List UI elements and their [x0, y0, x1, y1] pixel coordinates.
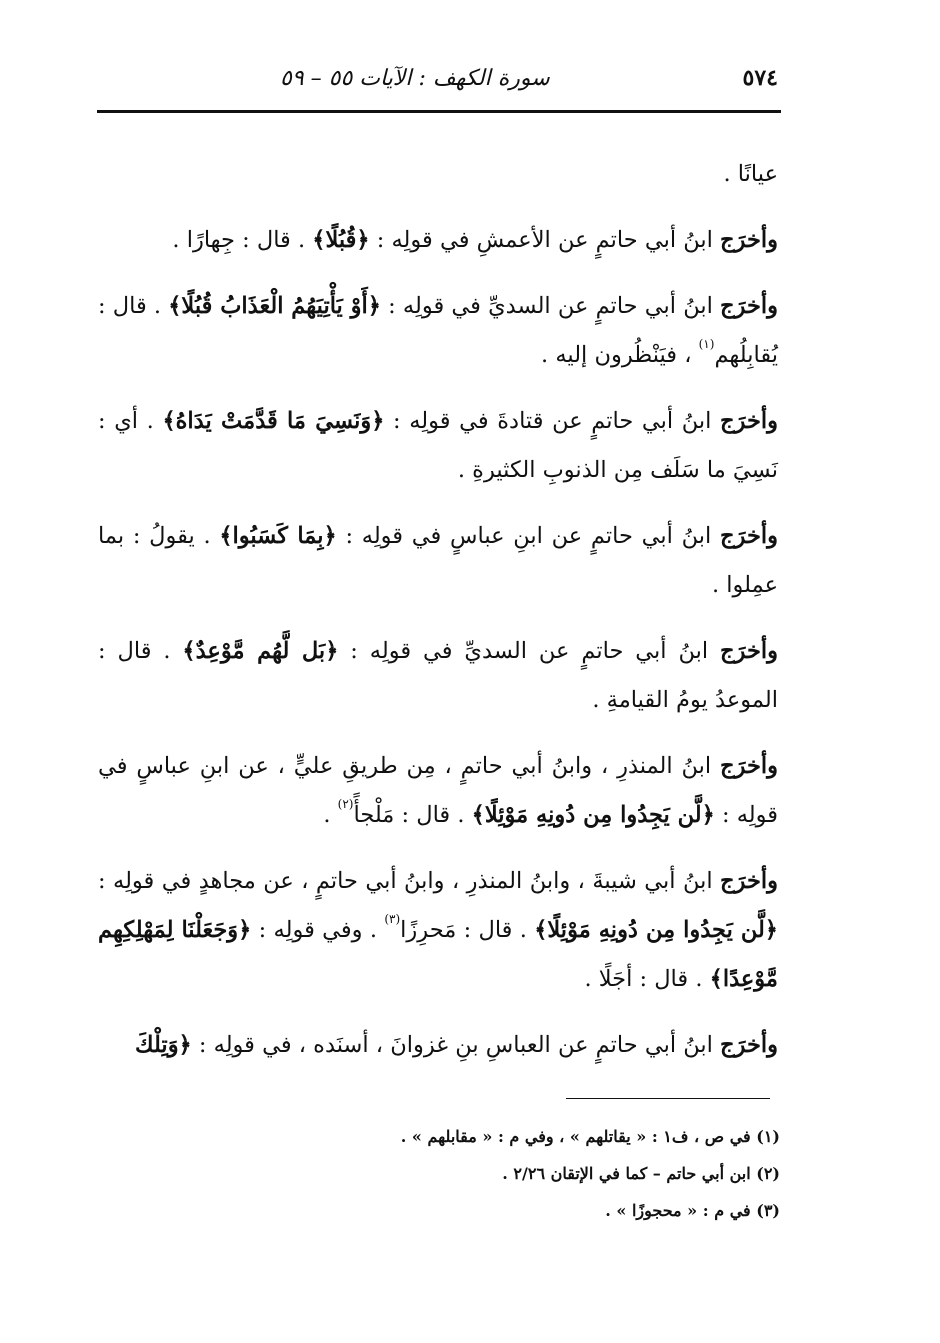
footnotes [300, 1118, 780, 1229]
footnote-rule [566, 1098, 770, 1099]
lead-word: وأخرَج [720, 523, 778, 549]
paragraph [98, 282, 778, 380]
paragraph [98, 216, 778, 265]
text-run: . قال : أجَلًا . [584, 966, 710, 992]
quran-quote: ﴿وَجَعَلْنَا لِمَهْلِكِهِم مَّوْعِدًا﴾ [98, 917, 778, 992]
text-run: . قال : مَلْجأً [353, 802, 472, 828]
text-run: . قال : يُقابِلُهم [98, 293, 778, 368]
footnote: (٢) ابن أبي حاتم – كما في الإتقان ٢/٢٦ . [502, 1164, 780, 1183]
lead-word: وأخرَج [720, 1032, 778, 1058]
text-run: . [323, 802, 338, 828]
text-run: ابنُ أبي حاتمٍ عن السديِّ في قولِه : [380, 293, 721, 319]
paragraph [98, 857, 778, 1004]
text-run: ابنُ أبي حاتمٍ عن السديِّ في قولِه : [338, 638, 721, 664]
quran-quote: ﴿بَل لَّهُم مَّوْعِدٌ﴾ [182, 638, 339, 664]
paragraph [98, 397, 778, 495]
paragraph [98, 742, 778, 840]
footnote: (١) في ص ، ف١ : « يقاتلهم » ، وفي م : « مقابلهم » . [400, 1127, 780, 1146]
text-run: ابنُ أبي حاتمٍ عن الأعمشِ في قولِه : [369, 227, 721, 253]
lead-word: وأخرَج [720, 408, 778, 434]
text-run: ابنُ أبي حاتمٍ عن العباسِ بنِ غزوانَ ، أسنَده ، في قولِه : [191, 1032, 721, 1058]
lead-word: وأخرَج [720, 868, 778, 894]
paragraph [98, 1021, 778, 1070]
text-run: . أي : نَسِيَ ما سَلَف مِن الذنوبِ الكثيرةِ . [98, 408, 778, 483]
lead-word: وأخرَج [720, 293, 778, 319]
paragraph [98, 512, 778, 610]
header-rule [97, 110, 781, 113]
quran-quote: ﴿بِمَا كَسَبُوا﴾ [219, 523, 337, 549]
text-run: . يقولُ : بما عمِلوا . [98, 523, 778, 598]
quran-quote: ﴿قُبُلًا﴾ [312, 227, 370, 253]
text-run: . قال : جِهارًا . [172, 227, 313, 253]
page-number: ٥٧٤ [742, 65, 778, 91]
main-text [98, 150, 778, 1087]
footnote-ref[interactable]: (٢) [337, 797, 354, 811]
paragraph [98, 150, 778, 199]
text-run: عيانًا . [723, 161, 778, 187]
lead-word: وأخرَج [720, 638, 778, 664]
footnote-ref[interactable]: (١) [698, 337, 715, 351]
quran-quote: ﴿وَتِلْكَ [135, 1032, 192, 1058]
quran-quote: ﴿أَوْ يَأْتِيَهُمُ الْعَذَابُ قُبُلًا﴾ [168, 293, 381, 319]
paragraph [98, 627, 778, 725]
footnote-ref[interactable]: (٣) [384, 912, 401, 926]
page-header [100, 58, 778, 98]
text-run: ابنُ أبي حاتمٍ عن ابنِ عباسٍ في قولِه : [336, 523, 721, 549]
lead-word: وأخرَج [720, 227, 778, 253]
text-run: ابنُ أبي حاتمٍ عن قتادةَ في قولِه : [384, 408, 721, 434]
lead-word: وأخرَج [720, 753, 778, 779]
quran-quote: ﴿لَّن يَجِدُوا مِن دُونِهِ مَوْئِلًا﴾ [471, 802, 715, 828]
footnote: (٣) في م : « محجوزًا » . [605, 1201, 780, 1220]
text-run: ، فيَنْظُرون إليه . [541, 342, 699, 368]
text-run: ابنُ أبي شيبةَ ، وابنُ المنذرِ ، وابنُ أبي حاتمٍ ، عن مجاهدٍ في قولِه : [98, 868, 721, 894]
text-run: . قال : الموعدُ يومُ القيامةِ . [98, 638, 778, 713]
running-title: سورة الكهف : الآيات ٥٥ – ٥٩ [280, 65, 550, 91]
quran-quote: ﴿وَنَسِيَ مَا قَدَّمَتْ يَدَاهُ﴾ [162, 408, 385, 434]
text-run: ابنُ المنذرِ ، وابنُ أبي حاتمٍ ، مِن طريقِ عليٍّ ، عن ابنِ عباسٍ في قولِه : [98, 753, 778, 828]
text-run: . وفي قولِه : [251, 917, 385, 943]
quran-quote: ﴿لَّن يَجِدُوا مِن دُونِهِ مَوْئِلًا﴾ [534, 917, 778, 943]
text-run: . قال : مَحرِزًا [400, 917, 535, 943]
